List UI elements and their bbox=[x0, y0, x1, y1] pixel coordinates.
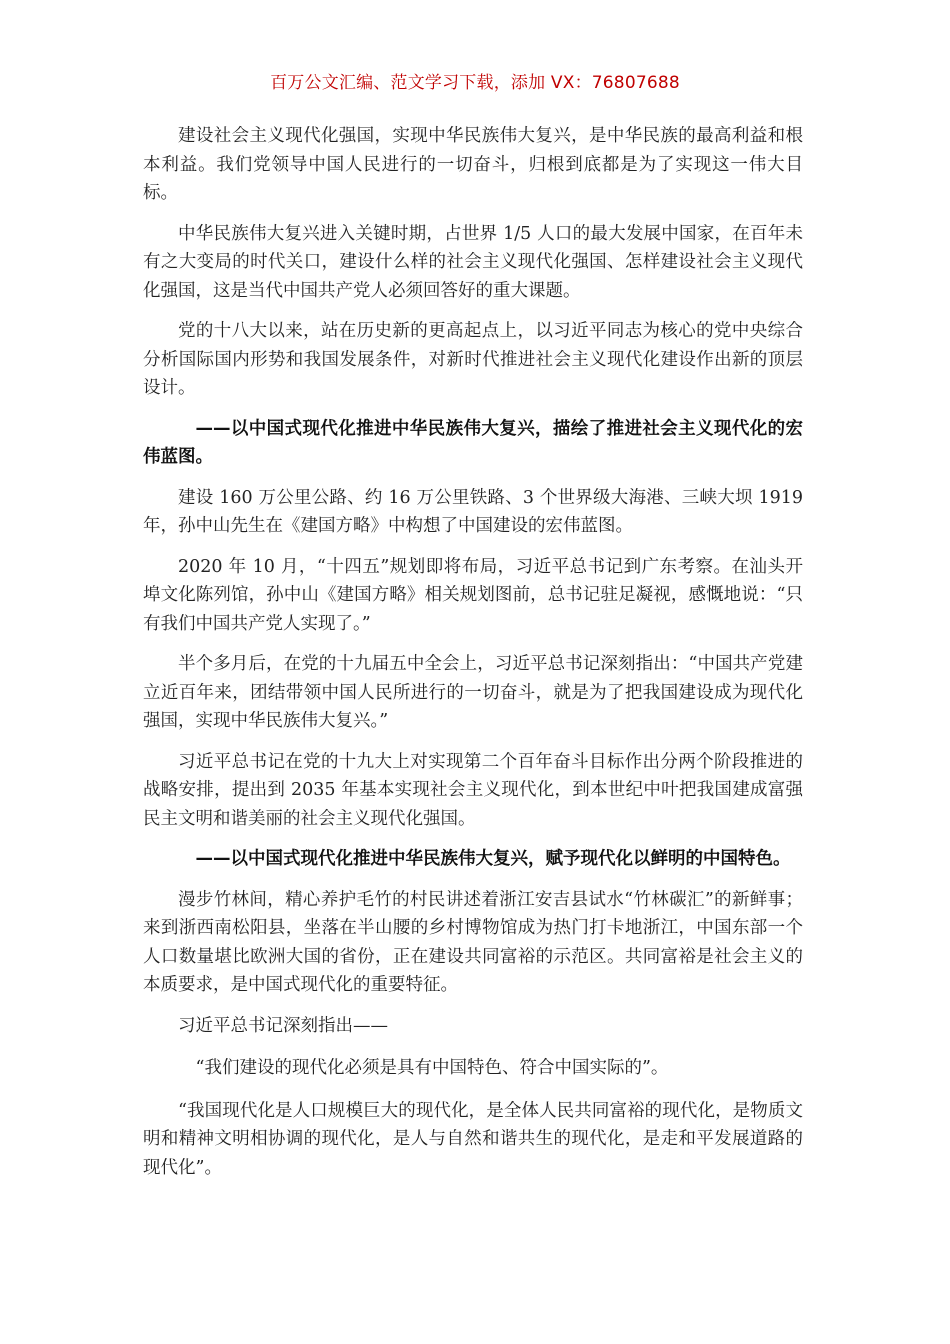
quote-2: “我国现代化是人口规模巨大的现代化，是全体人民共同富裕的现代化，是物质文明和精神文明相协调的现代化，是人与自然和谐共生的现代化，是走和平发展道路的现代化”。 bbox=[143, 1100, 803, 1178]
paragraph-1: 建设社会主义现代化强国，实现中华民族伟大复兴，是中华民族的最高利益和根本利益。我们党领导中国人民进行的一切奋斗，归根到底都是为了实现这一伟大目标。 bbox=[143, 126, 803, 203]
paragraph-6: 半个多月后，在党的十九届五中全会上，习近平总书记深刻指出：“中国共产党建立近百年来，团结带领中国人民所进行的一切奋斗，就是为了把我国建设成为现代化强国，实现中华民族伟大复兴。” bbox=[143, 654, 803, 731]
section-heading-2: ——以中国式现代化推进中华民族伟大复兴，赋予现代化以鲜明的中国特色。 bbox=[195, 849, 791, 869]
paragraph-5: 2020 年 10 月，“十四五”规划即将布局，习近平总书记到广东考察。在汕头开埠文化陈列馆，孙中山《建国方略》相关规划图前，总书记驻足凝视，感慨地说：“只有我们中国共产党人实现了。” bbox=[143, 556, 803, 634]
quote-1: “我们建设的现代化必须是具有中国特色、符合中国实际的”。 bbox=[195, 1058, 669, 1078]
paragraph-3: 党的十八大以来，站在历史新的更高起点上，以习近平同志为核心的党中央综合分析国际国内形势和我国发展条件，对新时代推进社会主义现代化建设作出新的顶层设计。 bbox=[143, 321, 803, 398]
quote-intro: 习近平总书记深刻指出—— bbox=[178, 1015, 388, 1036]
article-body bbox=[143, 122, 803, 1194]
section-heading-1: ——以中国式现代化推进中华民族伟大复兴，描绘了推进社会主义现代化的宏伟蓝图。 bbox=[143, 418, 803, 467]
watermark-header: 百万公文汇编、范文学习下载，添加 VX：76807688 bbox=[270, 73, 680, 93]
paragraph-7: 习近平总书记在党的十九大上对实现第二个百年奋斗目标作出分两个阶段推进的战略安排，提出到 2035 年基本实现社会主义现代化，到本世纪中叶把我国建成富强民主文明和谐美丽的社会主义现代化强国。 bbox=[143, 751, 803, 829]
paragraph-8: 漫步竹林间，精心养护毛竹的村民讲述着浙江安吉县试水“竹林碳汇”的新鲜事；来到浙西南松阳县，坐落在半山腰的乡村博物馆成为热门打卡地浙江，中国东部一个人口数量堪比欧洲大国的省份，正在建设共同富裕的示范区。共同富裕是社会主义的本质要求，是中国式现代化的重要特征。 bbox=[143, 889, 803, 995]
paragraph-2: 中华民族伟大复兴进入关键时期，占世界 1/5 人口的最大发展中国家，在百年未有之大变局的时代关口，建设什么样的社会主义现代化强国、怎样建设社会主义现代化强国，这是当代中国共产党人必须回答好的重大课题。 bbox=[143, 223, 803, 301]
paragraph-4: 建设 160 万公里公路、约 16 万公里铁路、3 个世界级大海港、三峡大坝 1919 年，孙中山先生在《建国方略》中构想了中国建设的宏伟蓝图。 bbox=[143, 487, 803, 536]
